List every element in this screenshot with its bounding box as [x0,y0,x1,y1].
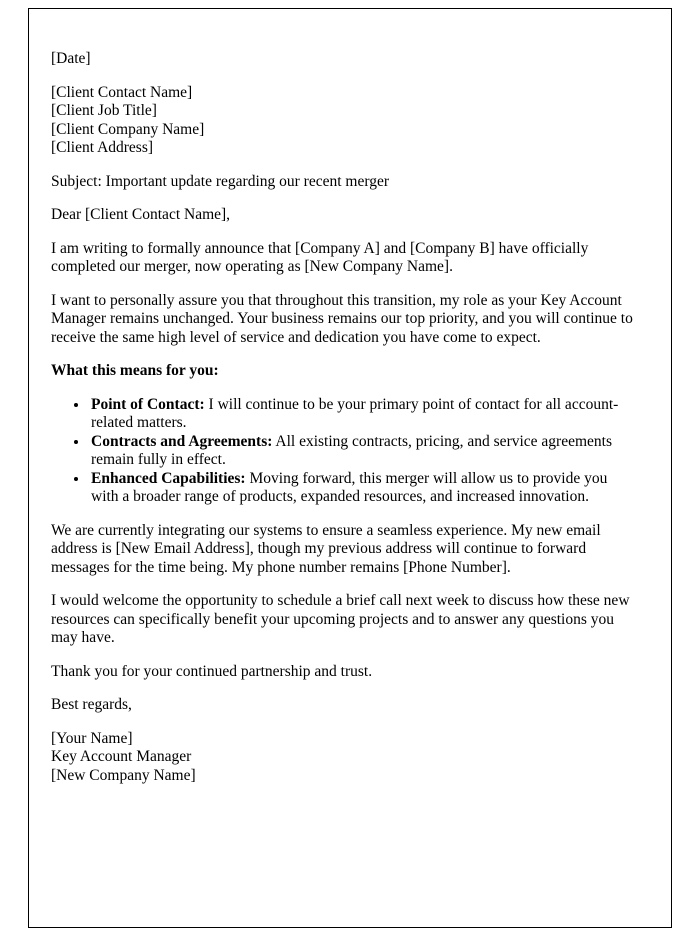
bullet-item [89,433,637,470]
paragraph: I want to personally assure you that throughout this transition, my role as your Key Account Manager remains unchanged. Your business remains our top priority, and you will continue to receive the same high level of service and dedication you have come to expect. [51,291,633,346]
letter-document [28,8,672,928]
bullet-lead: Point of Contact: [91,395,205,413]
paragraph: Dear [Client Contact Name], [51,206,231,223]
letter-line: [Your Name] [51,729,133,747]
paragraph: [Date] [51,50,91,67]
bullet-text: Moving forward, this merger will allow us to provide you with a broader range of products, expanded resources, and increased innovation. [91,469,608,505]
address-block [51,84,637,158]
bullet-lead: Contracts and Agreements: [91,432,273,450]
letter-line: [New Company Name] [51,766,196,784]
letter-line: [Client Company Name] [51,120,205,138]
paragraph: I would welcome the opportunity to schedule a brief call next week to discuss how these new resources can specifically benefit your upcoming projects and to answer any questions you may have. [51,592,630,646]
address-block [51,730,637,786]
letter-line: [Client Job Title] [51,102,157,119]
letter-line: Key Account Manager [51,748,192,765]
paragraph: Thank you for your continued partnership and trust. [51,662,373,680]
bullet-text: All existing contracts, pricing, and service agreements remain fully in effect. [91,432,612,468]
paragraph: I am writing to formally announce that [Company A] and [Company B] have officially completed our merger, now operating as [New Company Name]. [51,239,589,275]
paragraph: We are currently integrating our systems to ensure a seamless experience. My new email address is [New Email Address], though my previous address will continue to forward messages for the time being. My phone number remains [Phone Number]. [51,521,601,576]
letter-line: [Client Contact Name] [51,83,193,101]
paragraph: Subject: Important update regarding our recent merger [51,172,390,190]
bullet-lead: Enhanced Capabilities: [91,469,246,487]
letter-line: [Client Address] [51,139,154,156]
bullet-item [89,470,637,507]
bullet-list [51,396,637,507]
section-heading: What this means for you: [51,362,219,379]
bullet-item [89,396,637,433]
paragraph: Best regards, [51,696,132,713]
bullet-text: I will continue to be your primary point of contact for all account-related matters. [91,395,619,431]
letter-content [29,9,671,840]
